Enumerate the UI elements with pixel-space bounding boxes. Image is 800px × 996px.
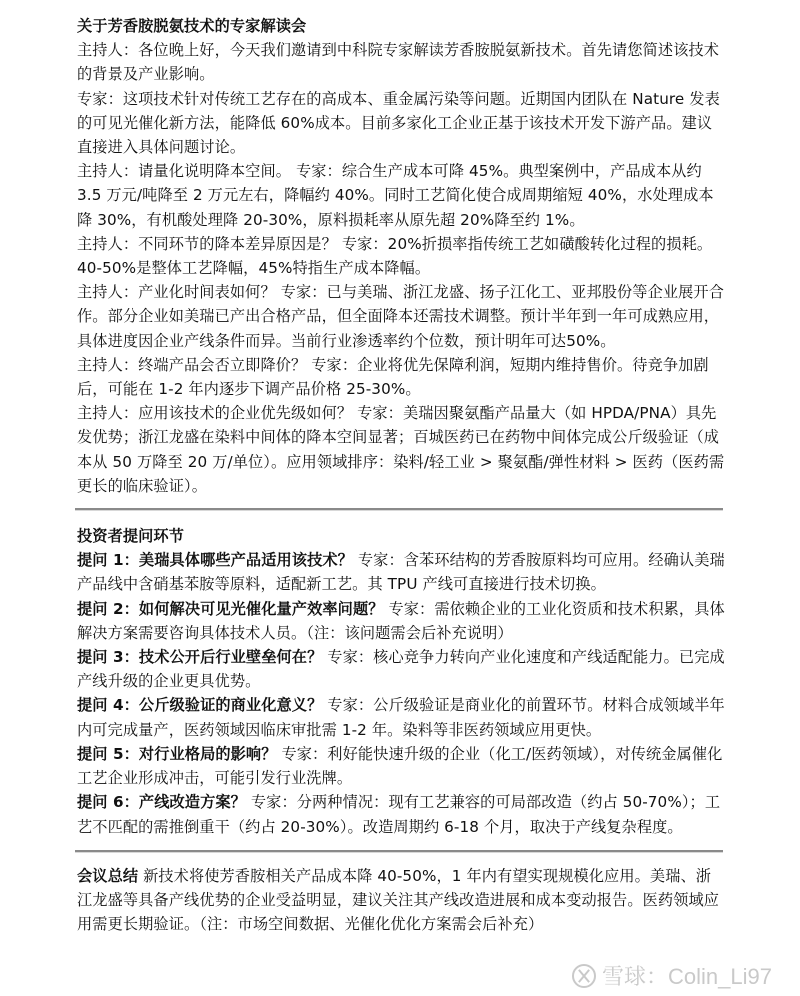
paragraph-cost-reduction: 主持人：请量化说明降本空间。 专家：综合生产成本可降 45%。典型案例中，产品成本从约 3.5 万元/吨降至 2 万元左右，降幅约 40%。同时工艺简化使合成周期缩短 40%，水处理成本降 30%，有机酸处理降 20-30%，原料损耗率从原先超 20%降至约 1%。 [77,162,714,229]
watermark [572,960,772,991]
document-title: 关于芳香胺脱氨技术的专家解读会 [77,17,307,35]
qa-item [77,597,725,645]
xueqiu-logo-icon [572,964,596,988]
summary-label: 会议总结 [77,866,139,885]
paragraph-expert-background: 专家：这项技术针对传统工艺存在的高成本、重金属污染等问题。近期国内团队在 Nature 发表的可见光催化新方法，能降低 60%成本。目前多家化工企业正基于该技术开发下游产品。建议直接进入具体问题讨论。 [77,89,720,157]
qa-item [77,548,725,596]
qa-answer: 专家：利好能快速升级的企业（化工/医药领域），对传统金属催化工艺企业形成冲击，可能引发行业洗牌。 [77,744,723,788]
qa-item [77,693,725,741]
summary-text: 新技术将使芳香胺相关产品成本降 40-50%，1 年内有望实现规模化应用。美瑞、浙江龙盛等具备产线优势的企业受益明显，建议关注其产线改造进展和成本变动报告。医药领域应用需更长期验证。（注：市场空间数据、光催化优化方案需会后补充） [77,866,720,934]
document-body [77,14,725,936]
qa-question: 提问 4：公斤级验证的商业化意义？ [77,696,323,715]
qa-question: 提问 3：技术公开后行业壁垒何在？ [77,648,323,667]
qa-question: 提问 5：对行业格局的影响？ [77,744,277,763]
qa-section-heading: 投资者提问环节 [77,527,185,546]
section-divider [75,850,723,853]
qa-item [77,645,725,693]
paragraph-priority: 主持人：应用该技术的企业优先级如何？ 专家：美瑞因聚氨酯产品量大（如 HPDA/PNA）具先发优势；浙江龙盛在染料中间体的降本空间显著；百城医药已在药物中间体完成公斤级验证（成本从 50 万降至 20 万/单位）。应用领域排序：染料/轻工业 > 聚氨酯/弹性材料 > 医药（医药需更长的临床验证）。 [77,404,725,495]
qa-item [77,742,725,790]
qa-answer: 专家：核心竞争力转向产业化速度和产线适配能力。已完成产线升级的企业更具优势。 [77,648,725,691]
qa-question: 提问 6：产线改造方案？ [77,793,246,812]
paragraph-opening: 主持人：各位晚上好，今天我们邀请到中科院专家解读芳香胺脱氨新技术。首先请您简述该技术的背景及产业影响。 [77,41,720,84]
qa-answer: 专家：公斤级验证是商业化的前置环节。材料合成领域半年内可完成量产，医药领域因临床审批需 1-2 年。染料等非医药领域应用更快。 [77,696,725,739]
meeting-summary [77,864,725,937]
qa-answer: 专家：含苯环结构的芳香胺原料均可应用。经确认美瑞产品线中含硝基苯胺等原料，适配新工艺。其 TPU 产线可直接进行技术切换。 [77,551,725,594]
watermark-text: 雪球：Colin_Li97 [602,964,772,989]
qa-question: 提问 1：美瑞具体哪些产品适用该技术？ [77,551,353,570]
qa-answer: 专家：分两种情况：现有工艺兼容的可局部改造（约占 50-70%）；工艺不匹配的需推倒重干（约占 20-30%）。改造周期约 6-18 个月，取决于产线复杂程度。 [77,793,721,836]
qa-item [77,790,725,838]
paragraph-pricing: 主持人：终端产品会否立即降价？ 专家：企业将优先保障利润，短期内维持售价。待竞争加剧后，可能在 1-2 年内逐步下调产品价格 25-30%。 [77,355,709,399]
paragraph-reduction-difference: 主持人：不同环节的降本差异原因是？ 专家：20%折损率指传统工艺如磺酸转化过程的损耗。40-50%是整体工艺降幅，45%特指生产成本降幅。 [77,234,713,278]
section-divider [75,508,723,511]
qa-answer: 专家：需依赖企业的工业化资质和技术积累，具体解决方案需要咨询具体技术人员。（注：该问题需会后补充说明） [77,599,725,642]
paragraph-timeline: 主持人：产业化时间表如何？ 专家：已与美瑞、浙江龙盛、扬子江化工、亚邦股份等企业展开合作。部分企业如美瑞已产出合格产品，但全面降本还需技术调整。预计半年到一年可成熟应用，具体进度因企业产线条件而异。当前行业渗透率约个位数，预计明年可达50%。 [77,283,725,350]
qa-question: 提问 2：如何解决可见光催化量产效率问题？ [77,599,384,618]
